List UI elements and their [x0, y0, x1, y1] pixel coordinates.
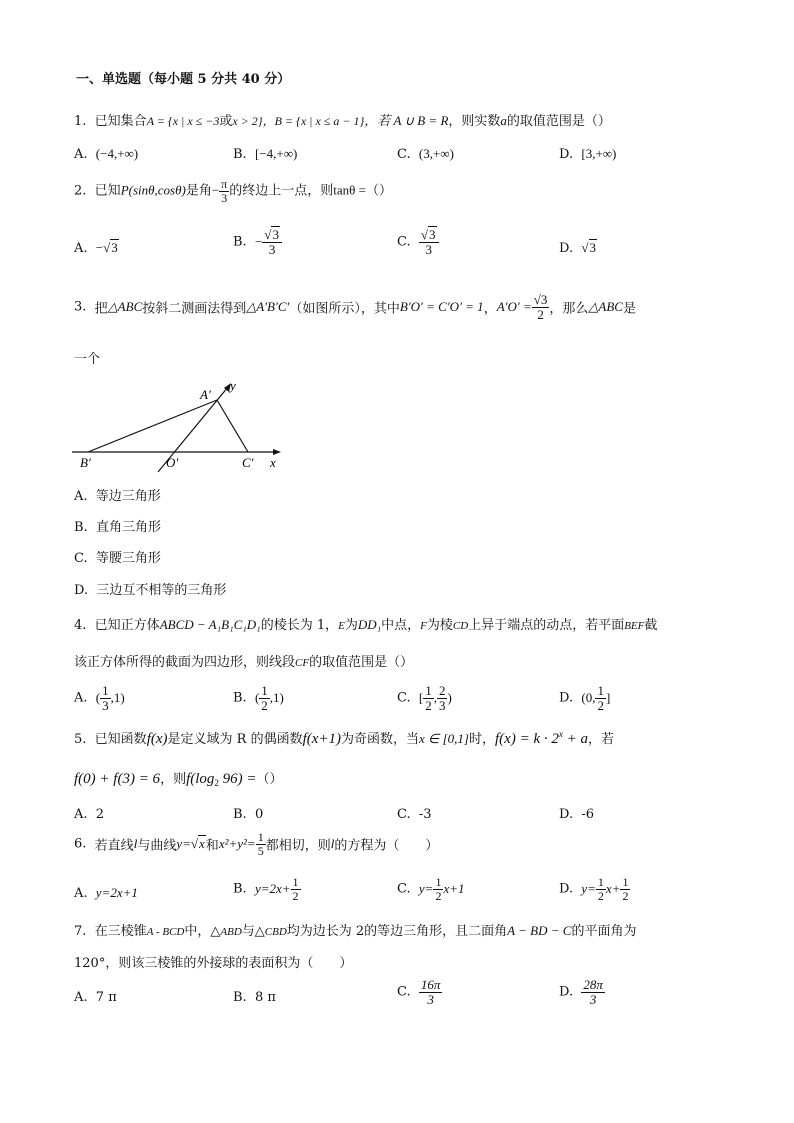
q1-option-c[interactable]: C. (3,+∞): [397, 146, 454, 162]
q2-option-c[interactable]: C. $\frac{√3}{3}$: [397, 228, 439, 256]
section-title: 一、单选题（每小题 5 分共 40 分）: [76, 72, 291, 87]
label-o: O′: [166, 455, 179, 470]
label-a: A′: [200, 387, 211, 402]
q7-option-d[interactable]: D. $\frac{28\pi}{3}$: [559, 977, 603, 1007]
q1-option-a[interactable]: A. (−4,+∞): [74, 146, 139, 162]
q4-option-d[interactable]: D. (0, $\frac{1}{2}$ ]: [559, 683, 611, 713]
q3-option-a[interactable]: A. 等边三角形: [74, 489, 161, 504]
q2-option-d[interactable]: D. √3: [559, 240, 596, 256]
label-b: B′: [80, 455, 91, 470]
label-x: x: [270, 455, 276, 470]
q1-option-b[interactable]: B. [−4,+∞): [233, 146, 298, 162]
q6-option-d[interactable]: D. y= $\frac{1}{2}$ x+ $\frac{1}{2}$: [559, 875, 629, 903]
q5-option-b[interactable]: B. 0: [233, 807, 264, 822]
side-a-c: [217, 400, 248, 452]
question-7-line2: 120°，则该三棱锥的外接球的表面积为（ ）: [74, 956, 353, 971]
label-c: C′: [242, 455, 254, 470]
q5-option-a[interactable]: A. 2: [74, 807, 105, 822]
q5-option-d[interactable]: D. -6: [559, 807, 595, 822]
q4-option-c[interactable]: C. [ $\frac{1}{2}$ , $\frac{2}{3}$ ): [397, 683, 452, 713]
q6-option-c[interactable]: C. y= $\frac{1}{2}$ x+1: [397, 875, 465, 903]
q1-option-d[interactable]: D. [3,+∞): [559, 146, 617, 162]
question-6-stem: 6. 若直线l与曲线y=√x和x²+y²= $\frac{1}{5}$ 都相切，则l的方程为（ ）: [74, 830, 439, 858]
q4-option-a[interactable]: A. ( $\frac{1}{3}$ ,1): [74, 683, 125, 713]
q7-option-a[interactable]: A. 7 π: [74, 990, 117, 1005]
question-7-stem: 7. 在三棱锥A - BCD中，△ABD与△CBD均为边长为 2的等边三角形，且二面角A − BD − C的平面角为: [74, 923, 637, 939]
q7-option-b[interactable]: B. 8 π: [233, 990, 276, 1005]
q3-option-c[interactable]: C. 等腰三角形: [74, 551, 161, 566]
q7-option-c[interactable]: C. $\frac{16\pi}{3}$: [397, 977, 441, 1007]
label-y: y: [230, 378, 236, 393]
question-2-stem: 2. 已知P(sinθ,cosθ)是角− $\frac{\pi}{3}$ 的终边上一点，则tanθ =（）: [74, 177, 392, 205]
question-5-stem: 5. 已知函数f(x)是定义域为 R 的偶函数f(x+1)为奇函数，当x ∈ [0,1]时，$f(x) = k \cdot 2^x + a$，若: [74, 729, 615, 747]
oblique-triangle-figure: [70, 374, 290, 474]
question-3-line2: 一个: [74, 352, 101, 367]
q2-option-a[interactable]: A. −√3: [74, 240, 118, 256]
question-5-line2: f(0) + f(3) = 6，则$f(\log_2$ 96) =（）: [74, 771, 283, 788]
question-4-line2: 该正方体所得的截面为四边形，则线段CF的取值范围是（）: [74, 655, 414, 670]
q5-option-c[interactable]: C. -3: [397, 807, 432, 822]
q2-option-b[interactable]: B. − $\frac{√3}{3}$: [233, 228, 282, 256]
side-b-a: [88, 400, 217, 452]
q3-option-b[interactable]: B. 直角三角形: [74, 520, 161, 535]
q3-option-d[interactable]: D. 三边互不相等的三角形: [74, 583, 227, 598]
question-4-stem: 4. 已知正方体ABCD − A₁B₁C₁D₁的棱长为 1，E为DD₁中点，F为棱CD上异于端点的动点，若平面BEF截: [74, 617, 658, 633]
q4-option-b[interactable]: B. ( $\frac{1}{2}$ ,1): [233, 683, 284, 713]
question-3-stem: 3. 把△ABC按斜二测画法得到△A′B′C′（如图所示），其中B′O′ = C′O′ = 1，A′O′ = $\frac{√3}{2}$ ，那么△ABC是: [74, 292, 636, 322]
question-1-stem: 1. 已知集合A = {x | x ≤ −3或x > 2}，B = {x | x ≤ a − 1}，若 A ∪ B = R，则实数a的取值范围是（）: [74, 113, 611, 129]
q6-option-a[interactable]: A. y=2x+1: [74, 885, 138, 901]
q6-option-b[interactable]: B. y=2x+ $\frac{1}{2}$: [233, 875, 299, 903]
